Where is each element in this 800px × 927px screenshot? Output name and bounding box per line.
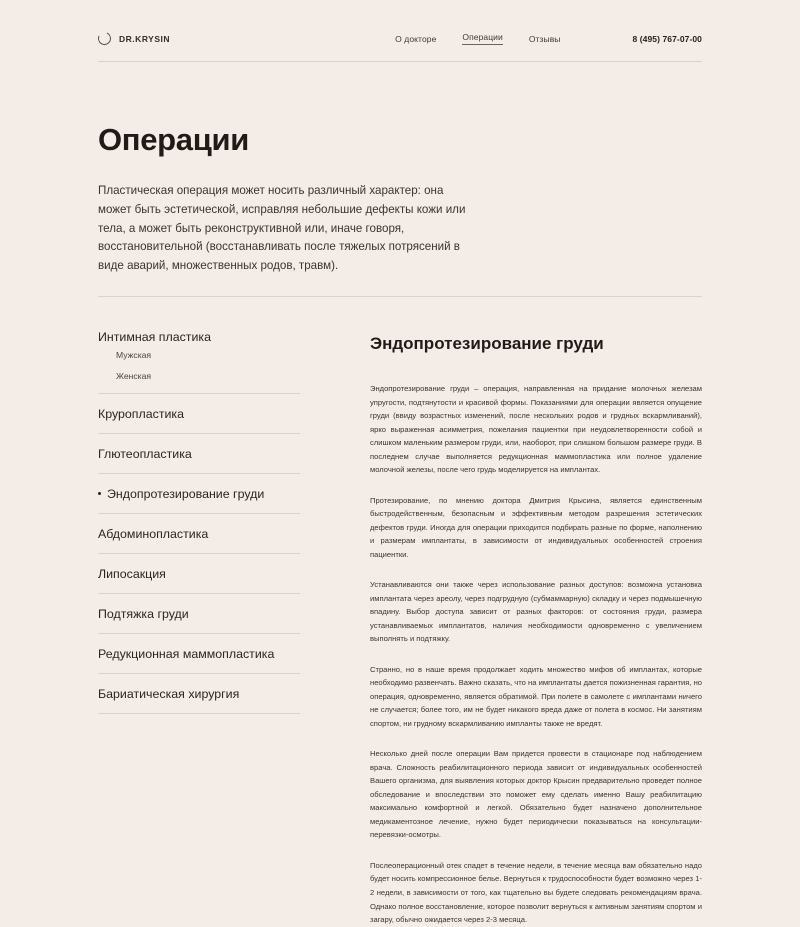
list-item-cruroplasty[interactable] [98, 394, 300, 434]
brand-name: DR.KRYSIN [119, 33, 171, 44]
list-item-label: Подтяжка груди [98, 607, 189, 621]
page-intro: Пластическая операция может носить различный характер: она может быть эстетической, исправляя небольшие дефекты кожи или тела, а может быть реконструктивной или, иначе говоря, восстановительной (восстанавливать после тяжелых потрясений в виде аварий, множественных родов, травм). [98, 184, 466, 273]
article-paragraph: Послеоперационный отек спадет в течение недели, в течение месяца вам обязательно надо будет носить компрессионное белье. Вернуться к трудоспособности будет возможно через 1-2 недели, в зависимости от того, как тщательно вы будете следовать рекомендациям врача. Однако полное восстановление, которое позволит вернуться к активным занятиям спортом и загару, обычно ожидается через 2-3 месяца. [370, 860, 702, 925]
operations-list [98, 330, 300, 714]
crescent-logo-icon [96, 30, 113, 47]
list-item-abdominoplasty[interactable] [98, 514, 300, 554]
list-item-label: Липосакция [98, 567, 166, 581]
page-title: Операции [98, 122, 249, 157]
list-item-label: Эндопротезирование груди [107, 487, 265, 501]
list-item-female[interactable] [98, 371, 300, 394]
main-nav [395, 32, 702, 45]
article-paragraph: Протезирование, по мнению доктора Дмитрия Крысина, является единственным быстродейственным, безопасным и эффективным методом разрешения эстетических дефектов груди. Иногда для операции приходится подбирать разные по форме, наполнению и размерам имплантаты, в зависимости от индивидуальных особенностей строения пациентки. [370, 495, 702, 559]
list-item-label: Бариатическая хирургия [98, 687, 240, 701]
phone-number[interactable]: 8 (495) 767-07-00 [632, 33, 702, 44]
nav-item-operations[interactable]: Операции [462, 32, 502, 45]
list-item-label: Мужская [116, 350, 152, 360]
hero-section [98, 122, 658, 276]
brand-logo[interactable] [98, 32, 170, 45]
list-item-label: Круропластика [98, 407, 185, 421]
nav-item-reviews[interactable]: Отзывы [528, 33, 561, 44]
section-divider [98, 296, 702, 297]
article-paragraph: Странно, но в наше время продолжает ходить множество мифов об имплантах, которые необходимо развенчать. Важно сказать, что на имплантаты дается пожизненная гарантия, но операция, одновременно, является обратимой. При полете в самолете с имплантами ничего не случается; более того, им не будет никакого вреда даже от полета в космос. Ни занятиям спортом, ни грудному вскармливанию импланты также не вредят. [370, 664, 702, 728]
article-paragraph: Эндопротезирование груди – операция, направленная на придание молочных железам упругости, подтянутости и красивой формы. Показаниями для операции является опущение груди (ввиду возрастных изменений, после нескольких родов и грудных вскармливаний), ярко выраженная асимметрия, пожелания пациентки при неудовлетворенности собой и слишком маленьким размером груди, или, наоборот, при слишком большом размере груди. В последнем случае выполняется редукционная маммопластика или полное удаление молочной железы, после чего грудь моделируется на имплантах. [370, 384, 702, 475]
list-item-breast-endoprosthetics[interactable] [98, 474, 300, 514]
list-item-label: Интимная пластика [98, 330, 211, 344]
list-item-reduction-mammoplasty[interactable] [98, 634, 300, 674]
list-item-gluteoplasty[interactable] [98, 434, 300, 474]
list-item-intimate-plastic[interactable] [98, 330, 300, 350]
list-item-label: Абдоминопластика [98, 527, 209, 541]
nav-item-about[interactable]: О докторе [395, 33, 437, 44]
active-bullet-icon [98, 492, 101, 495]
list-item-liposuction[interactable] [98, 554, 300, 594]
list-item-label: Глютеопластика [98, 447, 192, 461]
list-item-male[interactable] [98, 350, 300, 371]
list-item-breast-lift[interactable] [98, 594, 300, 634]
article-paragraph: Несколько дней после операции Вам придется провести в стационаре под наблюдением врача. Сложность реабилитационного периода зависит от индивидуальных особенностей Вашего организма, для выявления которых доктор Крысин предварительно проведет полное обследование и впоследствии это поможет ему сделать именно Вашу реабилитацию максимально комфортной и легкой. Обязательно будет назначено дополнительное медикаментозное лечение, нужно будет периодически показываться на консультации-перевязки-осмотры. [370, 749, 702, 840]
article-title: Эндопротезирование груди [370, 334, 604, 353]
list-item-label: Женская [116, 371, 152, 381]
site-header [98, 32, 702, 62]
article-paragraph: Устанавливаются они также через использование разных доступов: возможна установка имплантата через ареолу, через подгрудную (субмаммарную) складку и через подмышечную впадину. Выбор доступа зависит от разных факторов: от состояния груди, размера устанавливаемых имплантатов, наличия необходимости одновременно с увеличением выполнять и подтяжку. [370, 580, 702, 644]
article-section [370, 334, 702, 927]
list-item-label: Редукционная маммопластика [98, 647, 275, 661]
list-item-bariatric-surgery[interactable] [98, 674, 300, 714]
